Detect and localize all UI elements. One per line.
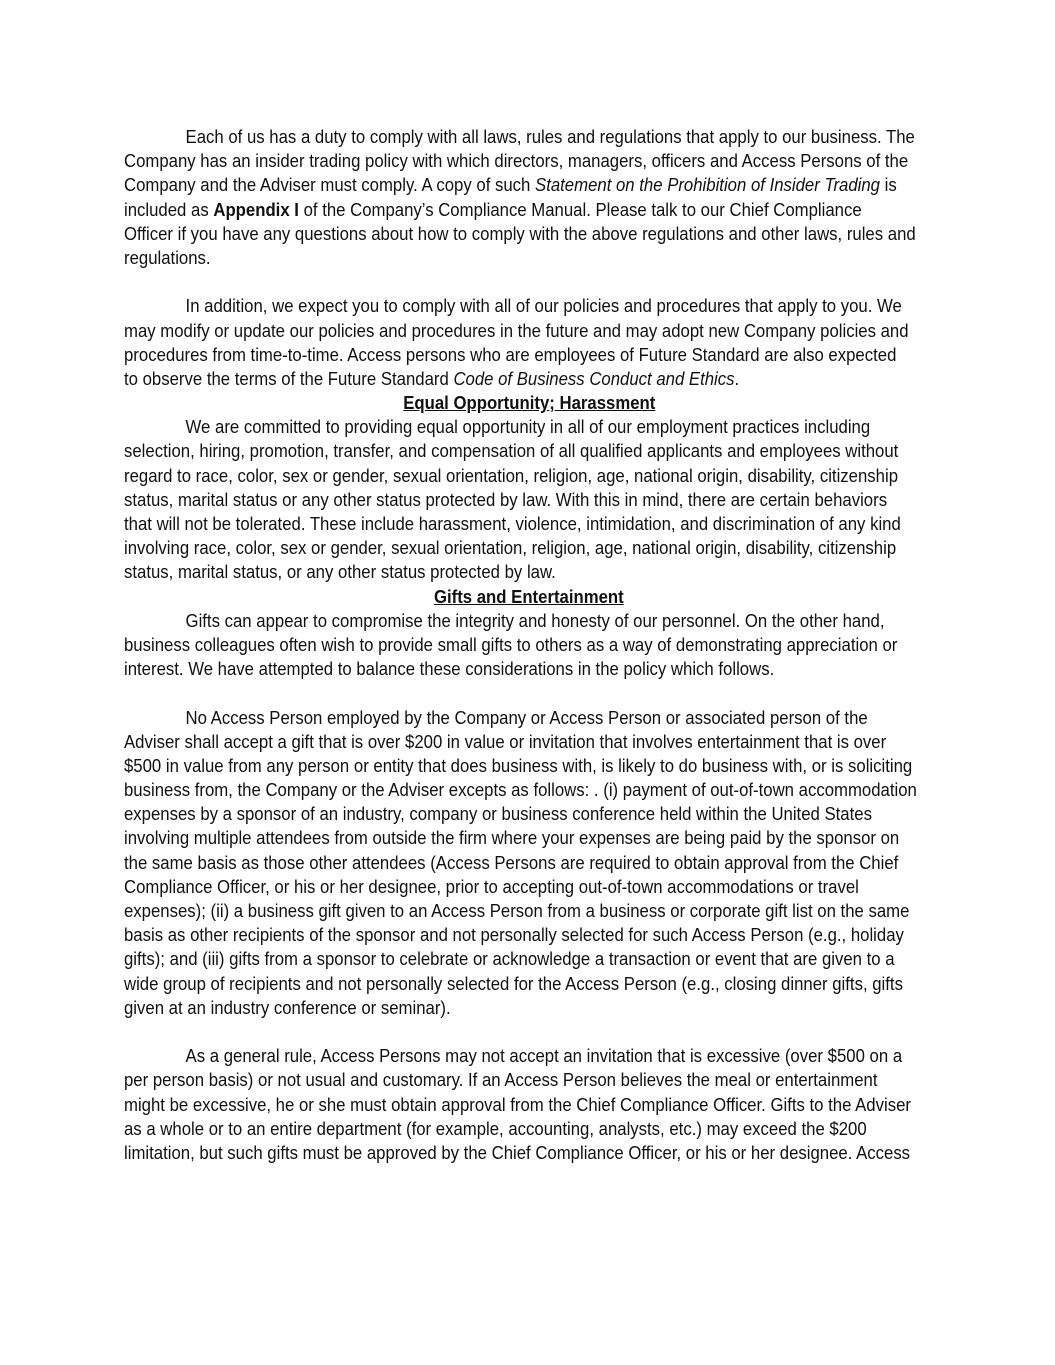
text-segment: of the Company’s Compliance Manual. Please talk to our Chief Compliance: [298, 198, 862, 220]
bold-text: Appendix I: [213, 198, 299, 220]
text-segment: As a general rule, Access Persons may not accept an invitation that is excessive (over $500 on a: [185, 1045, 903, 1067]
text-segment: included as: [124, 198, 214, 220]
text-segment: status, marital status or any other status protected by law. With this in mind, there are certain behaviors: [124, 488, 888, 510]
text-segment: Gifts can appear to compromise the integrity and honesty of our personnel. On the other hand,: [185, 609, 885, 631]
text-segment: involving multiple attendees from outside the firm where your expenses are being paid by the sponsor on: [124, 827, 900, 849]
text-segment: gifts); and (iii) gifts from a sponsor to celebrate or acknowledge a transaction or event that are given to a: [124, 948, 895, 970]
paragraph-gap: [124, 270, 934, 294]
text-segment: regulations.: [124, 246, 211, 268]
text-segment: procedures from time-to-time. Access persons who are employees of Future Standard are also expected: [124, 343, 897, 365]
text-line: [124, 222, 916, 246]
text-segment: might be excessive, he or she must obtain approval from the Chief Compliance Officer. Gifts to the Adviser: [124, 1093, 911, 1115]
text-line: [124, 319, 909, 343]
text-line: [124, 439, 899, 463]
italic-text: Code of Business Conduct and Ethics: [453, 367, 735, 389]
text-line: [124, 198, 862, 222]
text-line: [124, 778, 917, 802]
text-segment: Officer if you have any questions about how to comply with the above regulations and other laws, rules and: [124, 222, 916, 244]
text-line: [124, 512, 901, 536]
section-heading: [124, 585, 934, 609]
text-segment: involving race, color, sex or gender, sexual orientation, religion, age, national origin, disability, citizenship: [124, 537, 897, 559]
text-segment: wide group of recipients and not personally selected for the Access Person (e.g., closing dinner gifts, gifts: [124, 972, 903, 994]
text-segment: Company has an insider trading policy with which directors, managers, officers and Access Persons of the: [124, 150, 909, 172]
text-line: [124, 851, 899, 875]
paragraph: [124, 125, 934, 270]
paragraph-gap: [124, 1020, 934, 1044]
text-line: [124, 367, 857, 391]
text-line: [124, 294, 902, 318]
text-line: [124, 972, 903, 996]
text-segment: selection, hiring, promotion, transfer, and compensation of all qualified applicants and employees without: [124, 440, 899, 462]
text-line: [124, 149, 909, 173]
text-line: [124, 173, 897, 197]
text-line: [124, 947, 895, 971]
paragraph-gap: [124, 681, 934, 705]
text-segment: per person basis) or not usual and customary. If an Access Person believes the meal or entertainment: [124, 1069, 878, 1091]
text-line: [124, 1117, 867, 1141]
text-line: [124, 488, 888, 512]
text-segment: the same basis as those other attendees (Access Persons are required to obtain approval from the Chief: [124, 851, 899, 873]
paragraph: [124, 415, 934, 584]
section-heading-text: Equal Opportunity; Harassment: [402, 392, 656, 414]
text-line: [124, 246, 857, 270]
text-line: [124, 343, 897, 367]
text-line: [124, 1044, 903, 1068]
text-line: [124, 560, 857, 584]
text-segment: to observe the terms of the Future Standard: [124, 367, 454, 389]
text-line: [124, 1093, 911, 1117]
text-line: [124, 633, 898, 657]
text-segment: may modify or update our policies and procedures in the future and may adopt new Company policies and: [124, 319, 909, 341]
text-line: [124, 923, 904, 947]
text-segment: Compliance Officer, or his or her designee, prior to accepting out-of-town accommodations or travel: [124, 875, 859, 897]
text-line: [124, 899, 910, 923]
paragraph: [124, 609, 934, 682]
text-segment: .: [734, 367, 740, 389]
text-segment: In addition, we expect you to comply with all of our policies and procedures that apply to you. We: [185, 295, 902, 317]
text-line: [124, 706, 868, 730]
paragraph: [124, 1044, 934, 1165]
text-segment: Company and the Adviser must comply. A copy of such: [124, 174, 536, 196]
text-segment: interest. We have attempted to balance these considerations in the policy which follows.: [124, 658, 775, 680]
text-segment: basis as other recipients of the sponsor and not personally selected for such Access Person (e.g., holiday: [124, 924, 904, 946]
text-segment: status, marital status, or any other status protected by law.: [124, 561, 556, 583]
text-line: [124, 415, 871, 439]
text-line: [124, 1068, 878, 1092]
text-segment: expenses by a sponsor of an industry, company or business conference held within the United States: [124, 803, 872, 825]
text-segment: business from, the Company or the Adviser excepts as follows: . (i) payment of out-of-town accommodation: [124, 779, 917, 801]
text-segment: No Access Person employed by the Company or Access Person or associated person of the: [185, 706, 868, 728]
text-line: [124, 875, 857, 899]
section-heading-text: Gifts and Entertainment: [434, 585, 624, 607]
text-line: [124, 1141, 911, 1165]
text-segment: given at an industry conference or seminar).: [124, 996, 451, 1018]
text-line: [124, 802, 872, 826]
paragraph: [124, 706, 934, 1020]
italic-text: Statement on the Prohibition of Insider Trading: [535, 174, 881, 196]
text-segment: Adviser shall accept a gift that is over $200 in value or invitation that involves entertainment that is over: [124, 730, 887, 752]
text-segment: regard to race, color, sex or gender, sexual orientation, religion, age, national origin, disability, citizenship: [124, 464, 899, 486]
text-segment: is: [880, 174, 897, 196]
text-line: [124, 754, 913, 778]
text-segment: as a whole or to an entire department (for example, accounting, analysts, etc.) may exceed the $200: [124, 1117, 867, 1139]
text-segment: expenses); (ii) a business gift given to an Access Person from a business or corporate gift list on the same: [124, 900, 910, 921]
section-heading: [124, 391, 934, 415]
paragraph: [124, 294, 934, 391]
text-line: [124, 536, 897, 560]
text-segment: business colleagues often wish to provide small gifts to others as a way of demonstrating appreciation or: [124, 633, 898, 655]
text-segment: We are committed to providing equal opportunity in all of our employment practices including: [185, 416, 871, 438]
document-page: [124, 125, 934, 1165]
text-line: [124, 730, 887, 754]
text-segment: Each of us has a duty to comply with all laws, rules and regulations that apply to our business. The: [185, 126, 915, 147]
text-line: [124, 826, 900, 850]
text-line: [124, 125, 915, 149]
text-line: [124, 464, 899, 488]
text-segment: limitation, but such gifts must be approved by the Chief Compliance Officer, or his or her designee. Access: [124, 1141, 911, 1163]
text-segment: $500 in value from any person or entity that does business with, is likely to do business with, or is soliciting: [124, 754, 913, 776]
text-line: [124, 609, 885, 633]
text-line: [124, 657, 857, 681]
text-line: [124, 996, 857, 1020]
text-segment: that will not be tolerated. These include harassment, violence, intimidation, and discrimination of any kind: [124, 513, 901, 534]
